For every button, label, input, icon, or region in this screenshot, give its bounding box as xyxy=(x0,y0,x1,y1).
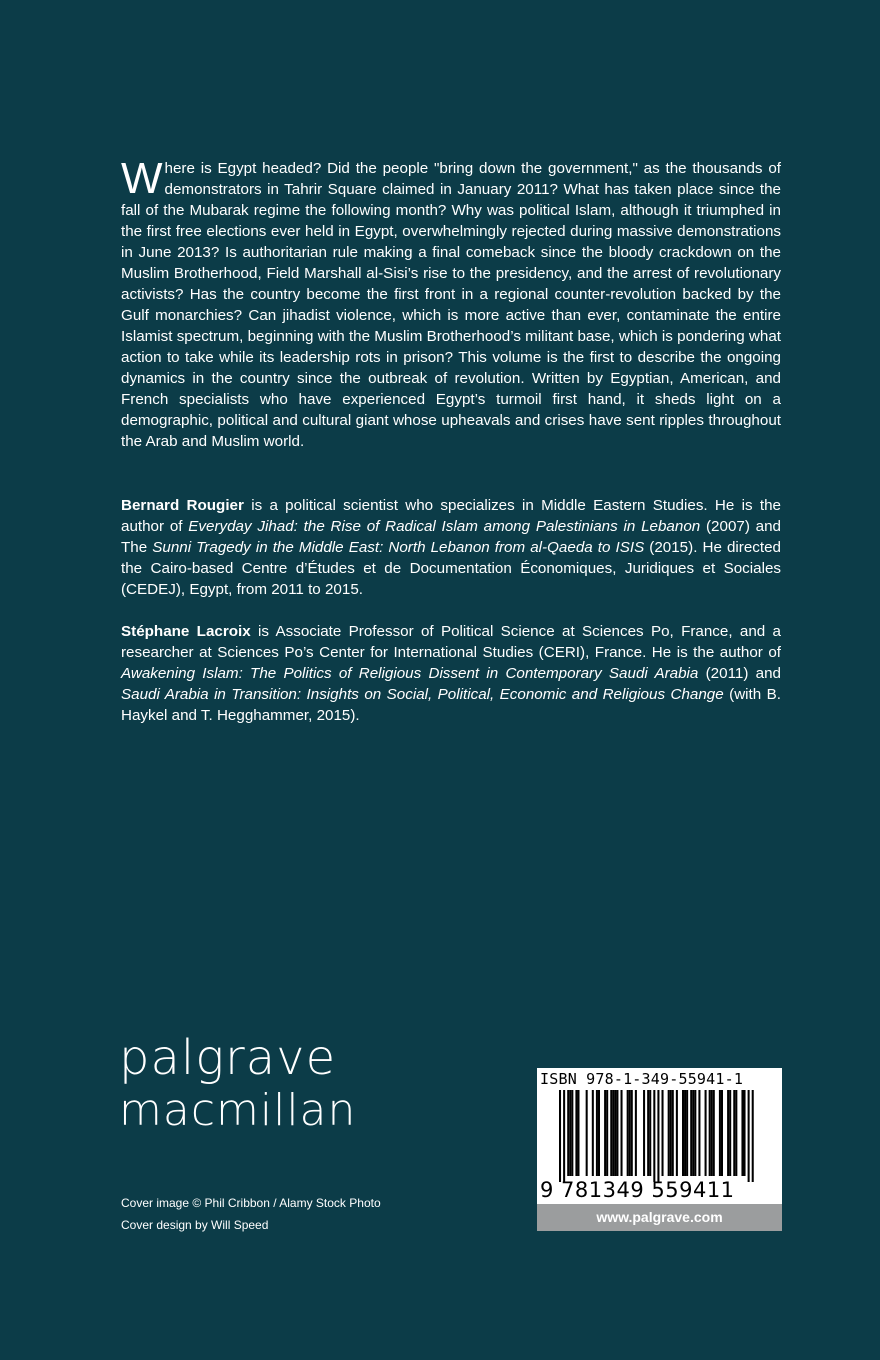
barcode-bar xyxy=(670,1090,672,1176)
isbn-barcode-box xyxy=(537,1068,782,1231)
barcode-bar xyxy=(657,1090,659,1182)
barcode-bar xyxy=(733,1090,735,1176)
barcode-bar xyxy=(735,1090,737,1176)
barcode-bar xyxy=(612,1090,614,1176)
bio-text: (2015). He directed the Cairo-based Centre d’Études et de Documentation Économiques, Juridiques et Sociales (CEDEJ), Egypt, from 2011 to 2015. xyxy=(121,539,781,598)
barcode-bars xyxy=(537,1090,782,1182)
bio-text: is Associate Professor of Political Science at Sciences Po, France, and a researcher at Sciences Po’s Center for International Studies (CERI), France. He is the author of xyxy=(121,623,781,661)
barcode-bar xyxy=(705,1090,707,1176)
barcode-bar xyxy=(662,1090,664,1176)
barcode-bar xyxy=(653,1090,655,1182)
barcode-bar xyxy=(598,1090,600,1176)
bio-text: (with B. Haykel and T. Hegghammer, 2015). xyxy=(121,686,781,724)
barcode-bar xyxy=(596,1090,598,1176)
barcode-bar xyxy=(649,1090,651,1176)
barcode-bar xyxy=(729,1090,731,1176)
barcode-bar xyxy=(586,1090,588,1176)
barcode-bar xyxy=(616,1090,618,1176)
barcode-bar xyxy=(713,1090,715,1176)
barcode-bar xyxy=(711,1090,713,1176)
barcode-bar xyxy=(741,1090,743,1176)
book-title: Sunni Tragedy in the Middle East: North Lebanon from al-Qaeda to ISIS xyxy=(152,539,645,556)
barcode-bar xyxy=(721,1090,723,1176)
barcode-bar xyxy=(631,1090,633,1176)
barcode-bar xyxy=(567,1090,569,1176)
ean-digits: 9 781349 559411 xyxy=(540,1178,735,1202)
barcode-bar xyxy=(575,1090,577,1176)
barcode-bar xyxy=(563,1090,565,1182)
barcode-bar xyxy=(719,1090,721,1176)
barcode-bar xyxy=(668,1090,670,1176)
barcode-bar xyxy=(698,1090,700,1176)
author-name: Bernard Rougier xyxy=(121,497,244,514)
cover-image-credit: Cover image © Phil Cribbon / Alamy Stock Photo xyxy=(121,1196,381,1210)
barcode-bar xyxy=(684,1090,686,1176)
book-title: Awakening Islam: The Politics of Religious Dissent in Contemporary Saudi Arabia xyxy=(121,665,699,682)
barcode-bar xyxy=(569,1090,571,1176)
barcode-bar xyxy=(571,1090,573,1176)
barcode-bar xyxy=(621,1090,623,1176)
barcode-bar xyxy=(610,1090,612,1176)
cover-design-credit: Cover design by Will Speed xyxy=(121,1218,269,1232)
author-bio-rougier xyxy=(121,495,781,600)
barcode-bar xyxy=(727,1090,729,1176)
barcode-bar xyxy=(627,1090,629,1176)
publisher-logo xyxy=(119,1030,356,1136)
barcode-bar xyxy=(647,1090,649,1176)
barcode-bar xyxy=(748,1090,750,1182)
barcode-bar xyxy=(577,1090,579,1176)
blurb-text: here is Egypt headed? Did the people "bring down the government," as the thousands of demonstrators in Tahrir Square claimed in January 2011? What has taken place since the fall of the Mubarak regime the following month? Why was political Islam, although it triumphed in the first free elections ever held in Egypt, overwhelmingly rejected during massive demonstrations in June 2013? Is authoritarian rule making a final comeback since the bloody crackdown on the Muslim Brotherhood, Field Marshall al-Sisi’s rise to the presidency, and the arrest of revolutionary activists? Has the country become the first front in a regional counter-revolution backed by the Gulf monarchies? Can jihadist violence, which is more active than ever, contaminate the entire Islamist spectrum, beginning with the Muslim Brotherhood’s militant base, which is pondering what action to take while its leadership rots in prison? This volume is the first to describe the ongoing dynamics in the country since the outbreak of revolution. Written by Egyptian, American, and French specialists who have experienced Egypt’s turmoil first hand, it sheds light on a demographic, political and cultural giant whose upheavals and crises have sent ripples throughout the Arab and Muslim world. xyxy=(121,160,781,450)
back-cover-blurb xyxy=(121,154,781,452)
barcode-bar xyxy=(744,1090,746,1176)
barcode-bar xyxy=(592,1090,594,1176)
bio-text: is a political scientist who specializes in Middle Eastern Studies. He is the author of xyxy=(121,497,781,535)
barcode-bar xyxy=(559,1090,561,1182)
barcode-bar xyxy=(635,1090,637,1176)
publisher-url: www.palgrave.com xyxy=(537,1204,782,1231)
bio-text: (2007) and The xyxy=(121,518,782,556)
barcode-bar xyxy=(606,1090,608,1176)
barcode-bar xyxy=(672,1090,674,1176)
barcode-bar xyxy=(692,1090,694,1176)
barcode-bar xyxy=(694,1090,696,1176)
author-name: Stéphane Lacroix xyxy=(121,623,251,640)
barcode-bar xyxy=(686,1090,688,1176)
barcode-bar xyxy=(690,1090,692,1176)
isbn-text: ISBN 978-1-349-55941-1 xyxy=(540,1070,744,1088)
drop-cap: W xyxy=(121,154,163,203)
barcode-bar xyxy=(643,1090,645,1176)
barcode-bar xyxy=(709,1090,711,1176)
bio-text: (2011) and xyxy=(698,665,781,682)
author-bio-lacroix xyxy=(121,621,781,726)
cover-credits xyxy=(121,1192,381,1236)
barcode-bar xyxy=(604,1090,606,1176)
book-title: Everyday Jihad: the Rise of Radical Islam among Palestinians in Lebanon xyxy=(188,518,701,535)
barcode-bar xyxy=(676,1090,678,1176)
book-title: Saudi Arabia in Transition: Insights on Social, Political, Economic and Religious Change xyxy=(121,686,724,703)
barcode-bar xyxy=(629,1090,631,1176)
barcode-bar xyxy=(614,1090,616,1176)
logo-line-palgrave: palgrave xyxy=(119,1030,337,1086)
logo-line-macmillan: macmillan xyxy=(119,1085,357,1136)
barcode-bar xyxy=(682,1090,684,1176)
barcode-bar xyxy=(752,1090,754,1182)
